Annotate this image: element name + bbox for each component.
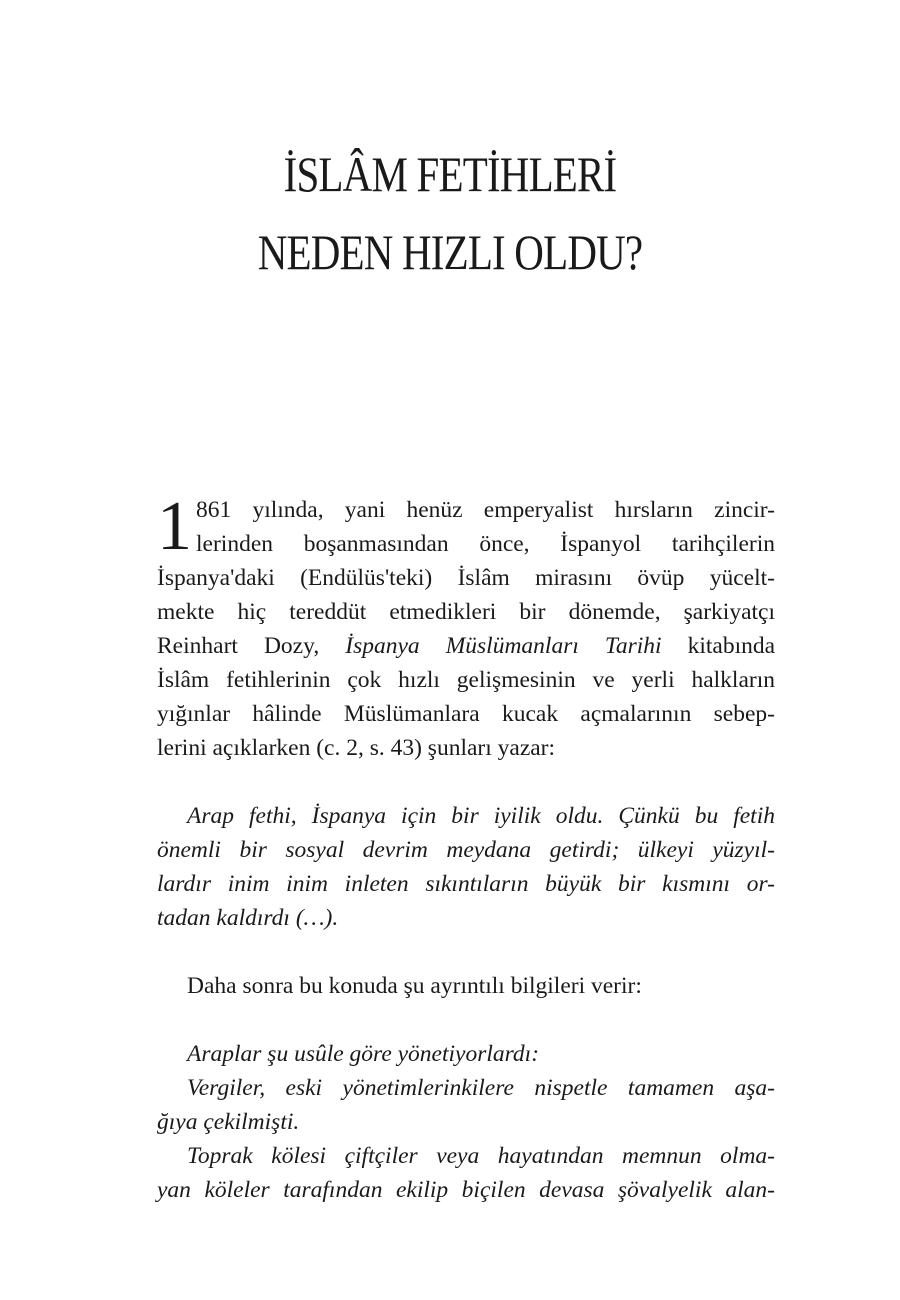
paragraph-line-with-title <box>157 629 775 663</box>
body-text <box>157 488 776 1207</box>
quote-line: önemli bir sosyal devrim meydana getirdi; ülkeyi yüzyıl- <box>157 837 775 863</box>
book-title: İspanya Müslümanları Tarihi <box>345 633 662 659</box>
chapter-title <box>81 135 819 291</box>
author-name: Reinhart Dozy, <box>157 633 320 659</box>
block-quote-2 <box>157 1037 775 1207</box>
paragraph-line: lerinden boşanmasından önce, İspanyol tarihçilerin <box>196 531 775 557</box>
paragraph-line: lerini açıklarken (c. 2, s. 43) şunları yazar: <box>157 735 556 761</box>
paragraph-line: 861 yılında, yani henüz emperyalist hırsların zincir- <box>196 497 775 523</box>
quote-line: Toprak kölesi çiftçiler veya hayatından memnun olma- <box>187 1143 775 1169</box>
quote-line: ğıya çekilmişti. <box>157 1109 300 1135</box>
block-quote-1 <box>157 799 775 935</box>
chapter-title-line-2: NEDEN HIZLI OLDU? <box>257 224 643 280</box>
paragraph-line: Daha sonra bu konuda şu ayrıntılı bilgileri verir: <box>187 973 642 999</box>
chapter-title-line-1: İSLÂM FETİHLERİ <box>283 146 617 202</box>
paragraph-line: yığınlar hâlinde Müslümanlara kucak açmalarının sebep- <box>157 701 775 727</box>
paragraph-line: İslâm fetihlerinin çok hızlı gelişmesinin ve yerli halkların <box>157 667 775 693</box>
line-suffix: kitabında <box>687 633 776 659</box>
drop-cap: 1 <box>157 488 192 565</box>
quote-line: tadan kaldırdı (…). <box>157 905 339 931</box>
quote-line: Vergiler, eski yönetimlerinkilere nispetle tamamen aşa- <box>187 1075 775 1101</box>
quote-line: Araplar şu usûle göre yönetiyorlardı: <box>187 1041 540 1067</box>
quote-line: yan köleler tarafından ekilip biçilen devasa şövalyelik alan- <box>157 1177 775 1203</box>
paragraph-2 <box>157 969 775 1003</box>
quote-line: Arap fethi, İspanya için bir iyilik oldu. Çünkü bu fetih <box>187 803 775 829</box>
paragraph-line: İspanya'daki (Endülüs'teki) İslâm mirasını övüp yücelt- <box>157 565 775 591</box>
quote-line: lardır inim inim inleten sıkıntıların büyük bir kısmını or- <box>157 871 775 897</box>
opening-paragraph <box>157 488 776 765</box>
paragraph-line: mekte hiç tereddüt etmedikleri bir dönemde, şarkiyatçı <box>157 599 775 625</box>
